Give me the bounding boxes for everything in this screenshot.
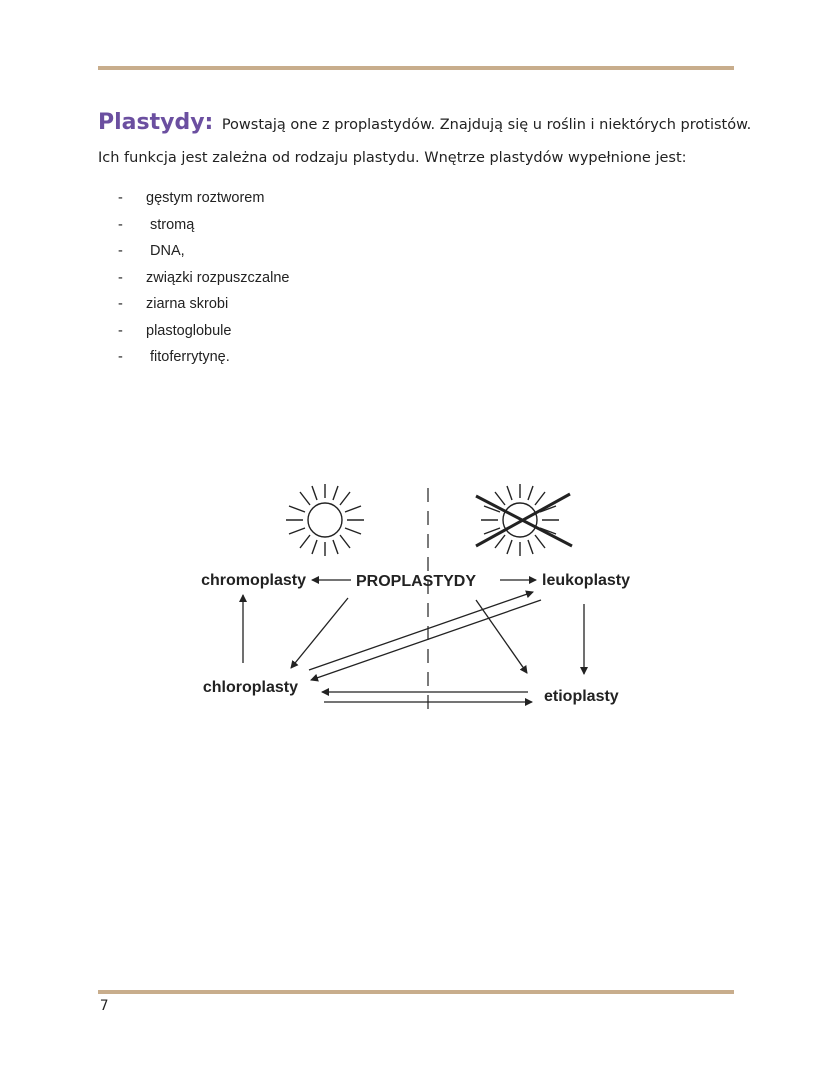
intro-paragraph: Ich funkcja jest zależna od rodzaju plastydu. Wnętrze plastydów wypełnione jest:: [98, 150, 687, 166]
proplastydy-label: PROPLASTYDY: [356, 573, 477, 590]
page-number: 7: [100, 998, 109, 1014]
list-dash: -: [118, 349, 123, 365]
plastid-diagram: [170, 480, 660, 720]
list-item-text: stromą: [150, 216, 195, 233]
list-dash: -: [118, 296, 123, 312]
heading-line: [98, 110, 758, 135]
crossed-out-sun-icon: [476, 484, 572, 556]
title-sentence: Powstają one z proplastydów. Znajdują się u roślin i niektórych protistów.: [221, 117, 752, 133]
sun-icon: [286, 484, 364, 556]
list-dash: -: [118, 322, 123, 339]
etioplasty-label: etioplasty: [544, 688, 619, 705]
chromoplasty-label: chromoplasty: [201, 572, 306, 589]
chloroplasty-label: chloroplasty: [202, 679, 298, 696]
list-item-text: fitoferrytynę.: [150, 349, 230, 365]
list-dash: -: [118, 243, 123, 259]
list-item-text: plastoglobule: [146, 322, 232, 339]
list-item-text: związki rozpuszczalne: [146, 269, 290, 286]
bottom-divider: [98, 990, 734, 994]
arrow-to-chloroplasty: [291, 598, 348, 668]
leukoplasty-label: leukoplasty: [542, 572, 631, 589]
list-dash: -: [118, 269, 123, 286]
top-divider: [98, 66, 734, 70]
arrow-leuko-to-chloro: [311, 600, 541, 680]
section-title: Plastydy:: [98, 110, 214, 135]
list-item-text: DNA,: [150, 243, 185, 259]
list-dash: -: [118, 190, 123, 206]
list-item-text: ziarna skrobi: [146, 296, 229, 312]
list-dash: -: [118, 216, 123, 233]
list-item-text: gęstym roztworem: [146, 190, 265, 206]
arrow-to-etioplasty: [476, 600, 527, 673]
